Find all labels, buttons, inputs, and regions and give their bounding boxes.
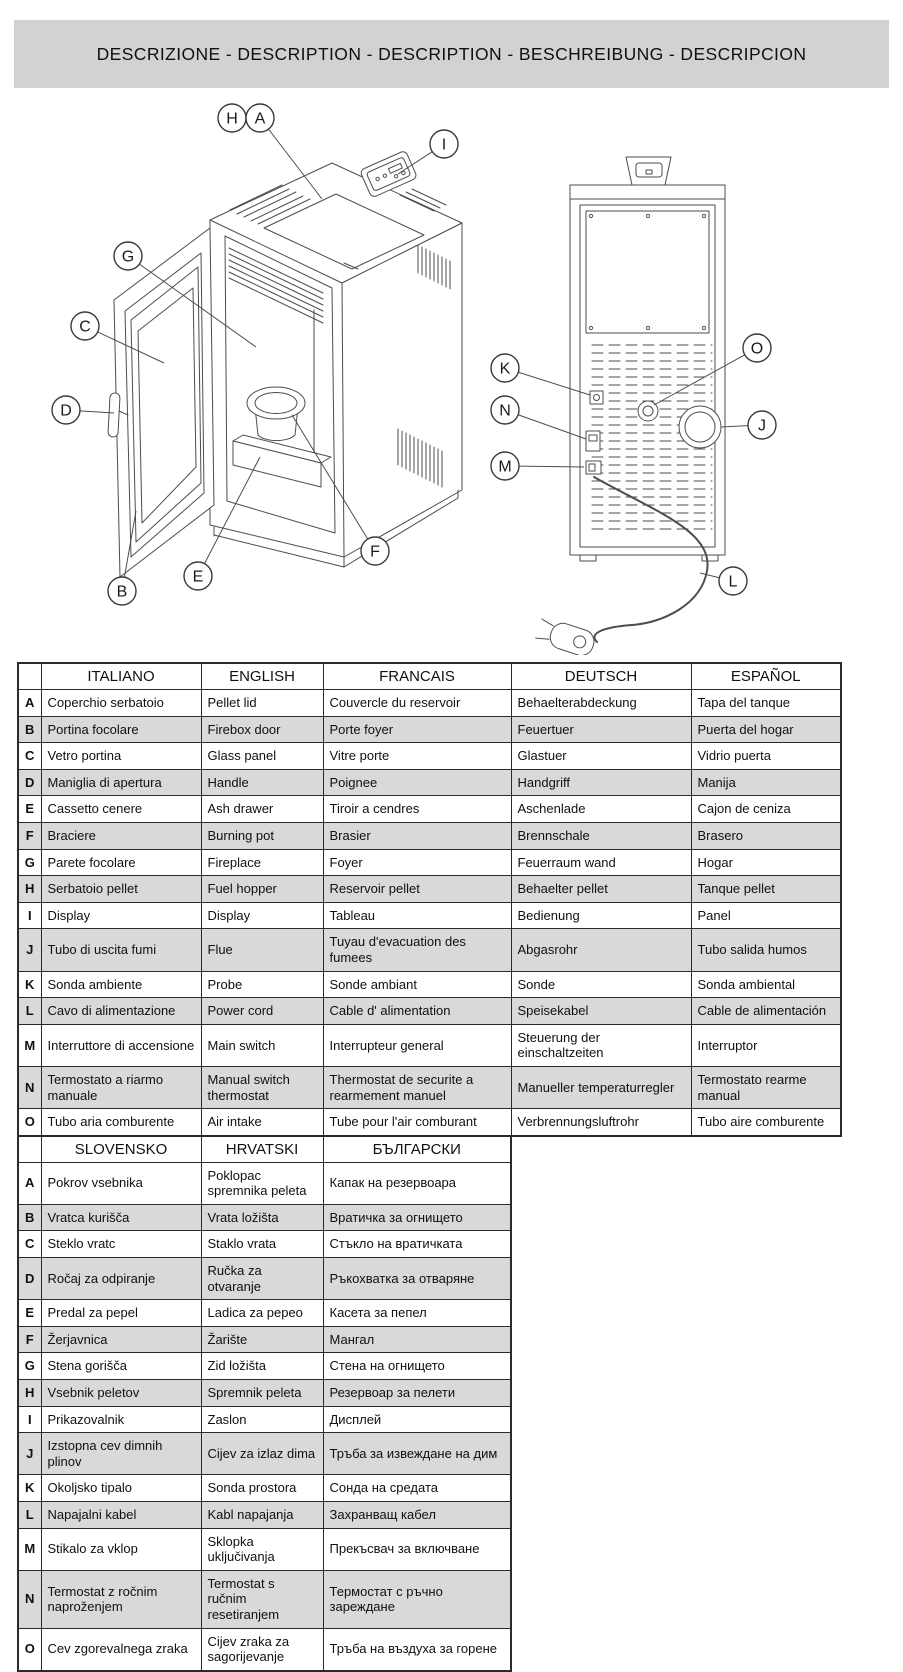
row-letter: K xyxy=(18,1475,41,1502)
firebox-opening xyxy=(225,236,335,533)
table-cell: Brennschale xyxy=(511,822,691,849)
column-header: FRANCAIS xyxy=(323,663,511,690)
callout-a-label: A xyxy=(254,110,266,128)
table-cell: Handgriff xyxy=(511,769,691,796)
table-cell: Тръба за извеждане на дим xyxy=(323,1433,511,1475)
table-cell: Main switch xyxy=(201,1024,323,1066)
top-handle xyxy=(626,157,671,185)
table-cell: Cajon de ceniza xyxy=(691,796,841,823)
front-view-drawing xyxy=(108,150,462,577)
table-cell: Ръкохватка за отваряне xyxy=(323,1258,511,1300)
column-header: БЪЛГАРСКИ xyxy=(323,1136,511,1163)
table-cell: Reservoir pellet xyxy=(323,876,511,903)
page-title: DESCRIZIONE - DESCRIPTION - DESCRIPTION - BESCHREIBUNG - DESCRIPCION xyxy=(96,43,807,64)
table-cell: Speisekabel xyxy=(511,998,691,1025)
row-letter: D xyxy=(18,769,41,796)
column-header: ESPAÑOL xyxy=(691,663,841,690)
title-band xyxy=(14,20,889,88)
row-letter: J xyxy=(18,929,41,971)
table-cell: Poignee xyxy=(323,769,511,796)
table-cell: Poklopac spremnika peleta xyxy=(201,1162,323,1204)
table-cell: Feuertuer xyxy=(511,716,691,743)
table-cell: Резервоар за пелети xyxy=(323,1380,511,1407)
table-cell: Vetro portina xyxy=(41,743,201,770)
table-cell: Ash drawer xyxy=(201,796,323,823)
callout-n-label: N xyxy=(499,402,511,420)
table-cell: Tiroir a cendres xyxy=(323,796,511,823)
table-cell: Foyer xyxy=(323,849,511,876)
row-letter: J xyxy=(18,1433,41,1475)
table-cell: Sklopka uključivanja xyxy=(201,1528,323,1570)
table-cell: Braciere xyxy=(41,822,201,849)
table-cell: Cijev zraka za sagorijevanje xyxy=(201,1628,323,1671)
table-row-j xyxy=(18,1433,511,1475)
table-row-o xyxy=(18,1628,511,1671)
corner-header xyxy=(18,1136,41,1163)
table-cell: Serbatoio pellet xyxy=(41,876,201,903)
table-cell: Ručka za otvaranje xyxy=(201,1258,323,1300)
column-header: ENGLISH xyxy=(201,663,323,690)
table-cell: Sonde xyxy=(511,971,691,998)
table-cell: Flue xyxy=(201,929,323,971)
table-cell: Sonda ambiente xyxy=(41,971,201,998)
row-letter: B xyxy=(18,1204,41,1231)
table-cell: Sonde ambiant xyxy=(323,971,511,998)
callout-c-label: C xyxy=(79,318,91,336)
table-cell: Cijev za izlaz dima xyxy=(201,1433,323,1475)
table-row-g xyxy=(18,1353,511,1380)
row-letter: O xyxy=(18,1628,41,1671)
row-letter: H xyxy=(18,876,41,903)
table-cell: Касета за пепел xyxy=(323,1300,511,1327)
table-cell: Hogar xyxy=(691,849,841,876)
header-row xyxy=(18,663,841,690)
table-row-j xyxy=(18,929,841,971)
table-cell: Staklo vrata xyxy=(201,1231,323,1258)
callout-b-label: B xyxy=(116,583,128,601)
callout-k-label: K xyxy=(499,360,511,378)
table-cell: Tube pour l'air comburant xyxy=(323,1109,511,1136)
table-cell: Behaelter pellet xyxy=(511,876,691,903)
table-cell: Power cord xyxy=(201,998,323,1025)
table-cell: Brasero xyxy=(691,822,841,849)
table-cell: Cev zgorevalnega zraka xyxy=(41,1628,201,1671)
table-cell: Дисплей xyxy=(323,1406,511,1433)
table-cell: Tanque pellet xyxy=(691,876,841,903)
table-cell: Couvercle du reservoir xyxy=(323,690,511,717)
table-row-i xyxy=(18,902,841,929)
table-row-i xyxy=(18,1406,511,1433)
table-row-b xyxy=(18,716,841,743)
row-letter: N xyxy=(18,1570,41,1628)
table-cell: Maniglia di apertura xyxy=(41,769,201,796)
row-letter: I xyxy=(18,902,41,929)
table-cell: Termostato rearme manual xyxy=(691,1066,841,1108)
table-cell: Handle xyxy=(201,769,323,796)
table-cell: Kabl napajanja xyxy=(201,1502,323,1529)
table-cell: Захранващ кабел xyxy=(323,1502,511,1529)
callout-o-label: O xyxy=(750,340,764,358)
table-cell: Air intake xyxy=(201,1109,323,1136)
table-row-k xyxy=(18,971,841,998)
table-cell: Fireplace xyxy=(201,849,323,876)
burning-pot xyxy=(247,387,305,419)
table-row-o xyxy=(18,1109,841,1136)
table-cell: Žerjavnica xyxy=(41,1326,201,1353)
table-cell: Okoljsko tipalo xyxy=(41,1475,201,1502)
table-cell: Tableau xyxy=(323,902,511,929)
table-row-n xyxy=(18,1570,511,1628)
table-cell: Burning pot xyxy=(201,822,323,849)
table-row-c xyxy=(18,743,841,770)
table-row-g xyxy=(18,849,841,876)
table-cell: Coperchio serbatoio xyxy=(41,690,201,717)
column-header: ITALIANO xyxy=(41,663,201,690)
callout-h-label: H xyxy=(226,110,238,128)
callout-d-label: D xyxy=(60,402,72,420)
row-letter: K xyxy=(18,971,41,998)
table-cell: Vitre porte xyxy=(323,743,511,770)
table-cell: Interruptor xyxy=(691,1024,841,1066)
back-view-drawing xyxy=(535,157,725,655)
translation-table-main xyxy=(17,662,842,1137)
row-letter: A xyxy=(18,1162,41,1204)
row-letter: C xyxy=(18,1231,41,1258)
row-letter: I xyxy=(18,1406,41,1433)
table-cell: Aschenlade xyxy=(511,796,691,823)
row-letter: A xyxy=(18,690,41,717)
table-cell: Cable d' alimentation xyxy=(323,998,511,1025)
stove-diagrams xyxy=(14,95,889,655)
probe-fitting xyxy=(590,391,603,404)
row-letter: F xyxy=(18,1326,41,1353)
table-cell: Puerta del hogar xyxy=(691,716,841,743)
table-row-l xyxy=(18,998,841,1025)
table-row-d xyxy=(18,769,841,796)
table-cell: Glastuer xyxy=(511,743,691,770)
table-cell: Parete focolare xyxy=(41,849,201,876)
table-cell: Vsebnik peletov xyxy=(41,1380,201,1407)
row-letter: F xyxy=(18,822,41,849)
table-row-l xyxy=(18,1502,511,1529)
callout-leader-l xyxy=(700,573,719,578)
table-cell: Тръба на въздуха за горене xyxy=(323,1628,511,1671)
table-cell: Vrata ložišta xyxy=(201,1204,323,1231)
row-letter: H xyxy=(18,1380,41,1407)
table-cell: Tubo aire comburente xyxy=(691,1109,841,1136)
table-cell: Manual switch thermostat xyxy=(201,1066,323,1108)
translation-table-secondary xyxy=(17,1135,512,1672)
table-cell: Термостат с ръчно зареждане xyxy=(323,1570,511,1628)
table-cell: Cable de alimentación xyxy=(691,998,841,1025)
table-cell: Tubo aria comburente xyxy=(41,1109,201,1136)
table-cell: Predal za pepel xyxy=(41,1300,201,1327)
row-letter: M xyxy=(18,1528,41,1570)
table-row-e xyxy=(18,1300,511,1327)
table-cell: Cassetto cenere xyxy=(41,796,201,823)
table-cell: Display xyxy=(41,902,201,929)
table-cell: Ladica za pepeo xyxy=(201,1300,323,1327)
table-cell: Panel xyxy=(691,902,841,929)
table-cell: Stikalo za vklop xyxy=(41,1528,201,1570)
table-cell: Ročaj za odpiranje xyxy=(41,1258,201,1300)
table-cell: Behaelterabdeckung xyxy=(511,690,691,717)
table-cell: Stena gorišča xyxy=(41,1353,201,1380)
table-cell: Feuerraum wand xyxy=(511,849,691,876)
table-cell: Glass panel xyxy=(201,743,323,770)
callout-j-label: J xyxy=(758,417,766,435)
table-cell: Сонда на средата xyxy=(323,1475,511,1502)
table-cell: Firebox door xyxy=(201,716,323,743)
row-letter: O xyxy=(18,1109,41,1136)
row-letter: E xyxy=(18,796,41,823)
table-row-h xyxy=(18,876,841,903)
table-cell: Brasier xyxy=(323,822,511,849)
callout-l-label: L xyxy=(728,573,738,591)
column-header: HRVATSKI xyxy=(201,1136,323,1163)
callout-m-label: M xyxy=(498,458,512,476)
corner-header xyxy=(18,663,41,690)
table-row-a xyxy=(18,1162,511,1204)
callout-i-label: I xyxy=(441,136,447,154)
table-cell: Стъкло на вратичката xyxy=(323,1231,511,1258)
table-cell: Zid ložišta xyxy=(201,1353,323,1380)
table-cell: Prikazovalnik xyxy=(41,1406,201,1433)
header-row xyxy=(18,1136,511,1163)
row-letter: N xyxy=(18,1066,41,1108)
thermostat-fitting xyxy=(586,431,600,451)
table-cell: Vidrio puerta xyxy=(691,743,841,770)
table-row-k xyxy=(18,1475,511,1502)
table-cell: Bedienung xyxy=(511,902,691,929)
callout-f-label: F xyxy=(370,543,380,561)
table-row-b xyxy=(18,1204,511,1231)
table-cell: Стена на огнището xyxy=(323,1353,511,1380)
table-row-f xyxy=(18,822,841,849)
row-letter: M xyxy=(18,1024,41,1066)
table-cell: Steuerung der einschaltzeiten xyxy=(511,1024,691,1066)
table-cell: Pellet lid xyxy=(201,690,323,717)
table-cell: Izstopna cev dimnih plinov xyxy=(41,1433,201,1475)
table-cell: Fuel hopper xyxy=(201,876,323,903)
translation-tables xyxy=(17,662,842,1672)
table-cell: Мангал xyxy=(323,1326,511,1353)
table-cell: Капак на резервоара xyxy=(323,1162,511,1204)
table-cell: Sonda ambiental xyxy=(691,971,841,998)
table-cell: Interrupteur general xyxy=(323,1024,511,1066)
table-row-d xyxy=(18,1258,511,1300)
table-cell: Termostat s ručnim resetiranjem xyxy=(201,1570,323,1628)
row-letter: E xyxy=(18,1300,41,1327)
table-cell: Probe xyxy=(201,971,323,998)
table-cell: Vratca kurišča xyxy=(41,1204,201,1231)
table-cell: Steklo vratc xyxy=(41,1231,201,1258)
table-cell: Abgasrohr xyxy=(511,929,691,971)
table-cell: Manueller temperaturregler xyxy=(511,1066,691,1108)
row-letter: L xyxy=(18,998,41,1025)
table-cell: Manija xyxy=(691,769,841,796)
table-row-n xyxy=(18,1066,841,1108)
table-cell: Вратичка за огнището xyxy=(323,1204,511,1231)
table-cell: Thermostat de securite a rearmement manuel xyxy=(323,1066,511,1108)
row-letter: L xyxy=(18,1502,41,1529)
callout-g-label: G xyxy=(121,248,135,266)
table-cell: Verbrennungsluftrohr xyxy=(511,1109,691,1136)
table-cell: Spremnik peleta xyxy=(201,1380,323,1407)
table-row-e xyxy=(18,796,841,823)
table-cell: Прекъсвач за включване xyxy=(323,1528,511,1570)
table-row-h xyxy=(18,1380,511,1407)
table-row-a xyxy=(18,690,841,717)
table-cell: Cavo di alimentazione xyxy=(41,998,201,1025)
table-cell: Tubo di uscita fumi xyxy=(41,929,201,971)
table-cell: Žarište xyxy=(201,1326,323,1353)
callout-e-label: E xyxy=(192,568,204,586)
row-letter: G xyxy=(18,849,41,876)
table-cell: Interruttore di accensione xyxy=(41,1024,201,1066)
table-cell: Tuyau d'evacuation des fumees xyxy=(323,929,511,971)
table-row-m xyxy=(18,1024,841,1066)
table-cell: Sonda prostora xyxy=(201,1475,323,1502)
display-unit xyxy=(360,150,418,198)
firebox-door xyxy=(114,228,214,577)
table-cell: Tubo salida humos xyxy=(691,929,841,971)
power-plug xyxy=(535,616,597,655)
table-cell: Zaslon xyxy=(201,1406,323,1433)
row-letter: B xyxy=(18,716,41,743)
table-cell: Display xyxy=(201,902,323,929)
table-cell: Termostato a riarmo manuale xyxy=(41,1066,201,1108)
table-cell: Napajalni kabel xyxy=(41,1502,201,1529)
row-letter: C xyxy=(18,743,41,770)
table-cell: Porte foyer xyxy=(323,716,511,743)
table-cell: Termostat z ročnim naproženjem xyxy=(41,1570,201,1628)
main-switch xyxy=(586,461,601,474)
table-cell: Pokrov vsebnika xyxy=(41,1162,201,1204)
row-letter: G xyxy=(18,1353,41,1380)
table-row-c xyxy=(18,1231,511,1258)
table-cell: Portina focolare xyxy=(41,716,201,743)
table-cell: Tapa del tanque xyxy=(691,690,841,717)
table-row-m xyxy=(18,1528,511,1570)
row-letter: D xyxy=(18,1258,41,1300)
table-row-f xyxy=(18,1326,511,1353)
column-header: SLOVENSKO xyxy=(41,1136,201,1163)
column-header: DEUTSCH xyxy=(511,663,691,690)
